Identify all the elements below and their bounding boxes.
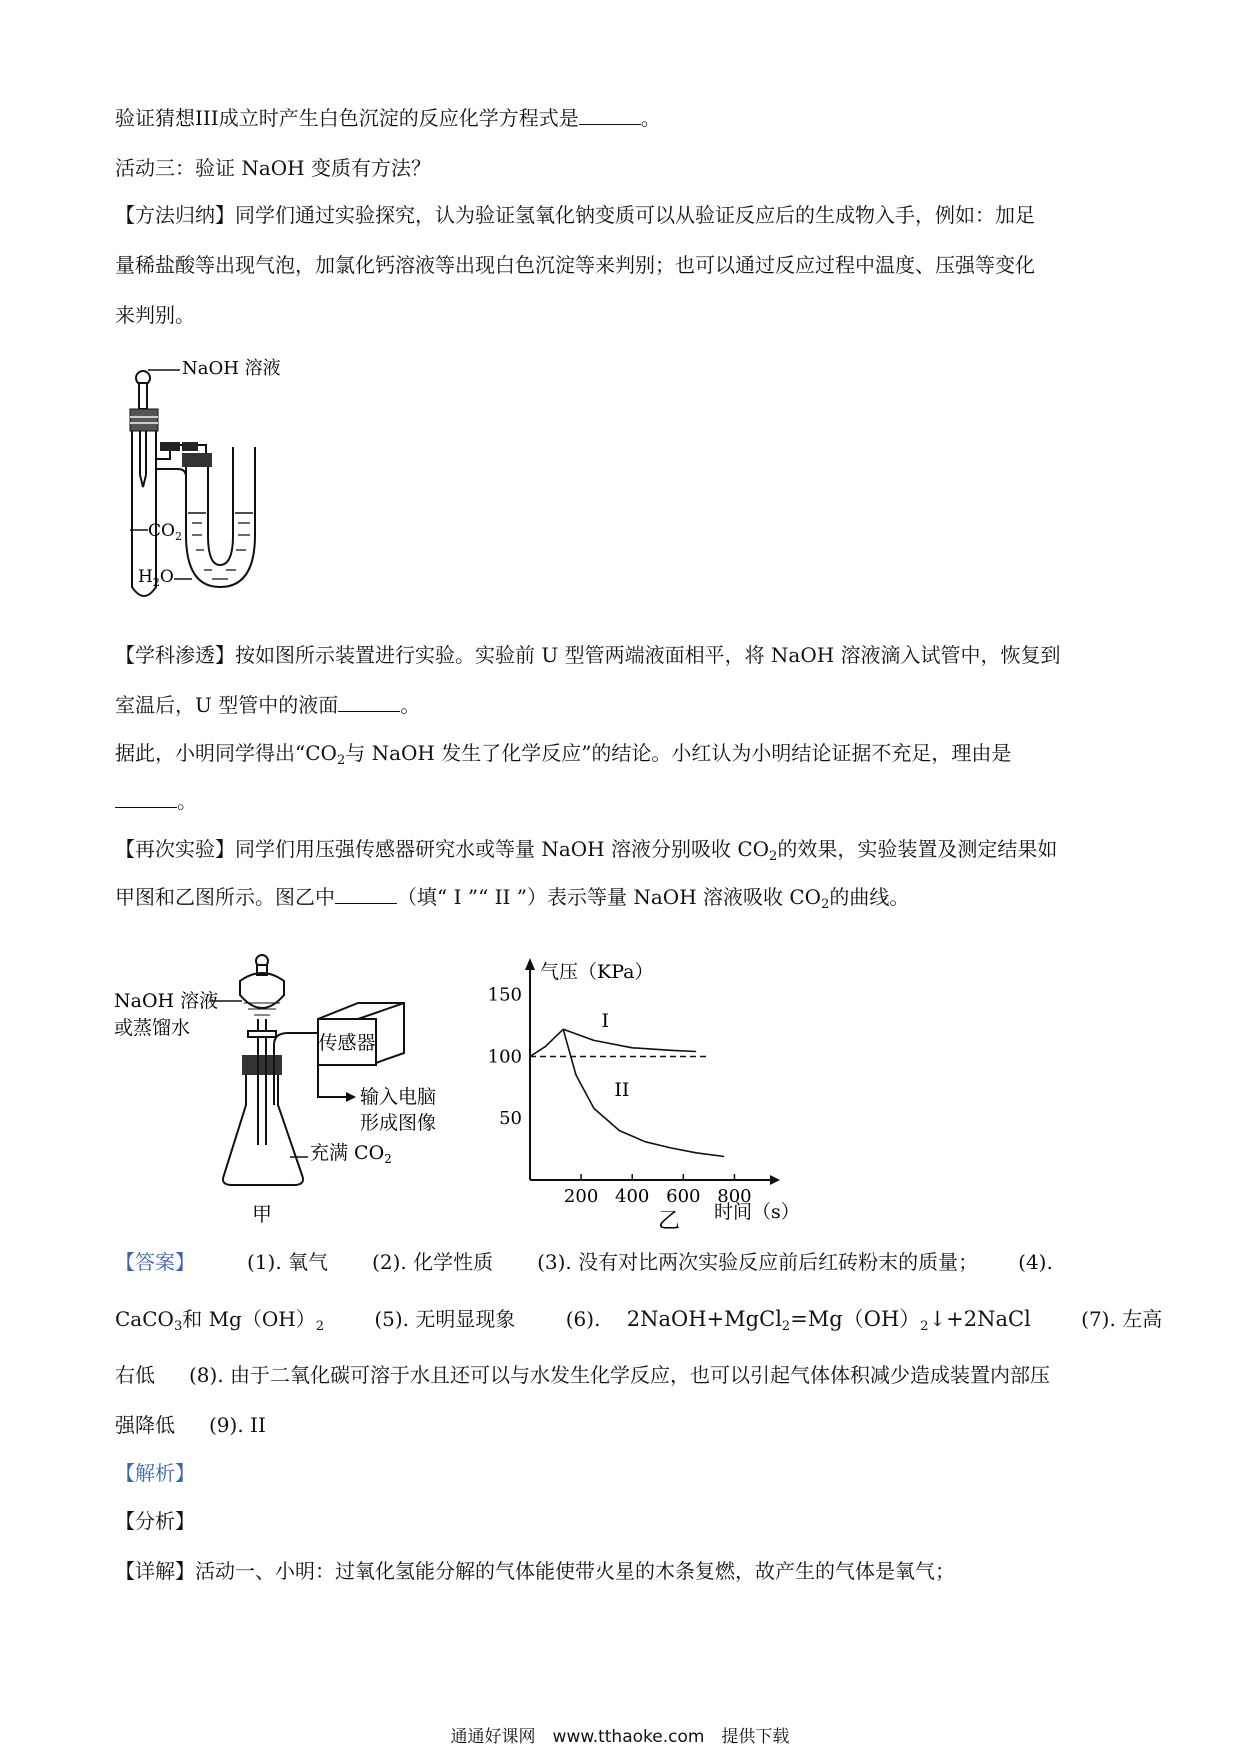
answer-item: (5). 无明显现象 xyxy=(374,1307,516,1331)
answer-blank xyxy=(115,789,177,808)
text: （填“ I ”“ II ”）表示等量 NaOH 溶液吸收 CO xyxy=(397,885,822,909)
analysis-heading: 【解析】 xyxy=(115,1461,195,1485)
x-axis-label: 时间（s） xyxy=(714,1201,800,1223)
text: 【再次实验】同学们用压强传感器研究水或等量 NaOH 溶液分别吸收 CO xyxy=(115,837,770,861)
answer-line xyxy=(115,1247,1053,1277)
subscript: 2 xyxy=(769,849,778,864)
paragraph-line xyxy=(115,834,1057,864)
paragraph-line xyxy=(115,640,1061,670)
y-tick-label: 100 xyxy=(487,1046,522,1068)
fenxi-heading: 【分析】 xyxy=(115,1509,195,1533)
u-tube-stopper xyxy=(182,453,212,467)
x-tick-label: 400 xyxy=(615,1186,650,1207)
naoh-label: NaOH 溶液 xyxy=(182,358,281,379)
text: 验证猜想III成立时产生白色沉淀的反应化学方程式是 xyxy=(115,106,579,130)
x-tick-label: 800 xyxy=(717,1186,752,1207)
co2-label: $CO_2$ xyxy=(148,521,182,543)
answer-item: (2). 化学性质 xyxy=(372,1250,494,1274)
text: 据此，小明同学得出“CO xyxy=(115,741,337,765)
text: 。 xyxy=(177,789,197,813)
text: 活动三：验证 NaOH 变质有方法？ xyxy=(115,156,431,180)
text: 来判别。 xyxy=(115,303,195,327)
figure-caption-yi: 乙 xyxy=(658,1209,681,1234)
water-label: 或蒸馏水 xyxy=(114,1017,191,1039)
x-tick-label: 600 xyxy=(666,1186,701,1207)
x-tick-label: 200 xyxy=(563,1186,599,1207)
chemical-equation: $2NaOH+MgCl_2=Mg(OH)_2↓+2NaCl$ xyxy=(626,1307,1031,1334)
pressure-sensor-apparatus-figure xyxy=(112,945,437,1227)
answer-line xyxy=(115,1304,1162,1334)
series-label-II: II xyxy=(614,1079,630,1101)
paragraph-line xyxy=(115,690,420,720)
subscript: 2 xyxy=(821,897,830,912)
series-line-I xyxy=(530,1029,696,1056)
chart-axes xyxy=(525,958,780,1185)
answer-item: (6). xyxy=(565,1307,601,1331)
y-tick-label: 150 xyxy=(487,984,522,1006)
answer-item: (8). 由于二氧化碳可溶于水且还可以与水发生化学反应，也可以引起气体体积减少造成装置内部压 xyxy=(189,1363,1051,1387)
answer-item: (7). 左高 xyxy=(1081,1307,1163,1331)
answer-item: (3). 没有对比两次实验反应前后红砖粉末的质量； xyxy=(537,1250,979,1274)
paragraph-line xyxy=(115,300,195,330)
answer-item: (9). II xyxy=(209,1413,266,1437)
stopper xyxy=(130,409,158,431)
answer-blank xyxy=(335,885,397,904)
y-axis-arrow xyxy=(525,958,535,970)
text: 甲图和乙图所示。图乙中 xyxy=(115,885,335,909)
text: 。 xyxy=(400,693,421,717)
detail-line: 【详解】活动一、小明：过氧化氢能分解的气体能使带火星的木条复燃，故产生的气体是氧气； xyxy=(115,1559,955,1583)
text: 的效果，实验装置及测定结果如 xyxy=(777,837,1058,861)
u-tube-apparatus-figure xyxy=(120,358,350,620)
text: 和 Mg（OH） xyxy=(182,1307,316,1331)
subscript: 2 xyxy=(315,1319,324,1334)
page-footer: 通通好课网 www.tthaoke.com 提供下载 xyxy=(450,1727,790,1747)
paragraph-line xyxy=(115,882,909,912)
answer-line xyxy=(115,1410,266,1440)
answer-blank xyxy=(579,106,641,125)
text: 室温后，U 型管中的液面 xyxy=(115,693,339,717)
filled-co2-label: 充满 $CO_2$ xyxy=(310,1142,392,1166)
output-label-1: 输入电脑 xyxy=(360,1086,437,1108)
paragraph-line xyxy=(115,200,1035,230)
text: 。 xyxy=(640,106,661,130)
paragraph-line xyxy=(115,786,197,816)
text: 【方法归纳】同学们通过实验探究，认为验证氢氧化钠变质可以从验证反应后的生成物入手，例如：加足 xyxy=(115,203,1035,227)
subscript: 2 xyxy=(336,753,346,768)
text: CaCO xyxy=(115,1307,174,1331)
paragraph-line xyxy=(115,250,1035,280)
pressure-time-chart xyxy=(478,952,818,1234)
subscript: 3 xyxy=(173,1319,183,1334)
output-label-2: 形成图像 xyxy=(360,1112,437,1134)
x-axis-arrow xyxy=(770,1175,780,1185)
text: 【学科渗透】按如图所示装置进行实验。实验前 U 型管两端液面相平，将 NaOH 溶液滴入试管中，恢复到 xyxy=(115,643,1061,667)
paragraph-line xyxy=(115,738,1011,768)
answer-label: 【答案】 xyxy=(115,1250,195,1274)
sensor-label: 传感器 xyxy=(318,1032,376,1054)
text: 量稀盐酸等出现气泡，加氯化钙溶液等出现白色沉淀等来判别；也可以通过反应过程中温度、压强等变化 xyxy=(115,253,1035,277)
figure-caption-jia: 甲 xyxy=(252,1202,272,1226)
y-tick-label: 50 xyxy=(499,1108,522,1130)
text: 与 NaOH 发生了化学反应”的结论。小红认为小明结论证据不充足，理由是 xyxy=(345,741,1012,765)
series-label-I: I xyxy=(601,1009,610,1032)
naoh-label: NaOH 溶液 xyxy=(114,990,219,1012)
activity-heading xyxy=(115,153,431,183)
answer-blank xyxy=(338,693,400,712)
text: 强降低 xyxy=(115,1413,175,1437)
answer-line xyxy=(115,1360,1050,1390)
text: 右低 xyxy=(115,1363,155,1387)
chart-lines xyxy=(530,1010,724,1157)
h2o-label: $H_2O$ xyxy=(138,567,174,589)
flask-stopper xyxy=(242,1055,282,1075)
answer-item: (4). xyxy=(1018,1250,1053,1274)
answer-item: (1). 氧气 xyxy=(247,1250,329,1274)
y-axis-label: 气压（KPa） xyxy=(540,961,654,983)
u-tube xyxy=(186,447,255,587)
text: 的曲线。 xyxy=(829,885,910,909)
dropper-top xyxy=(139,383,147,409)
erlenmeyer-flask xyxy=(223,1075,303,1185)
question-line xyxy=(115,103,661,133)
